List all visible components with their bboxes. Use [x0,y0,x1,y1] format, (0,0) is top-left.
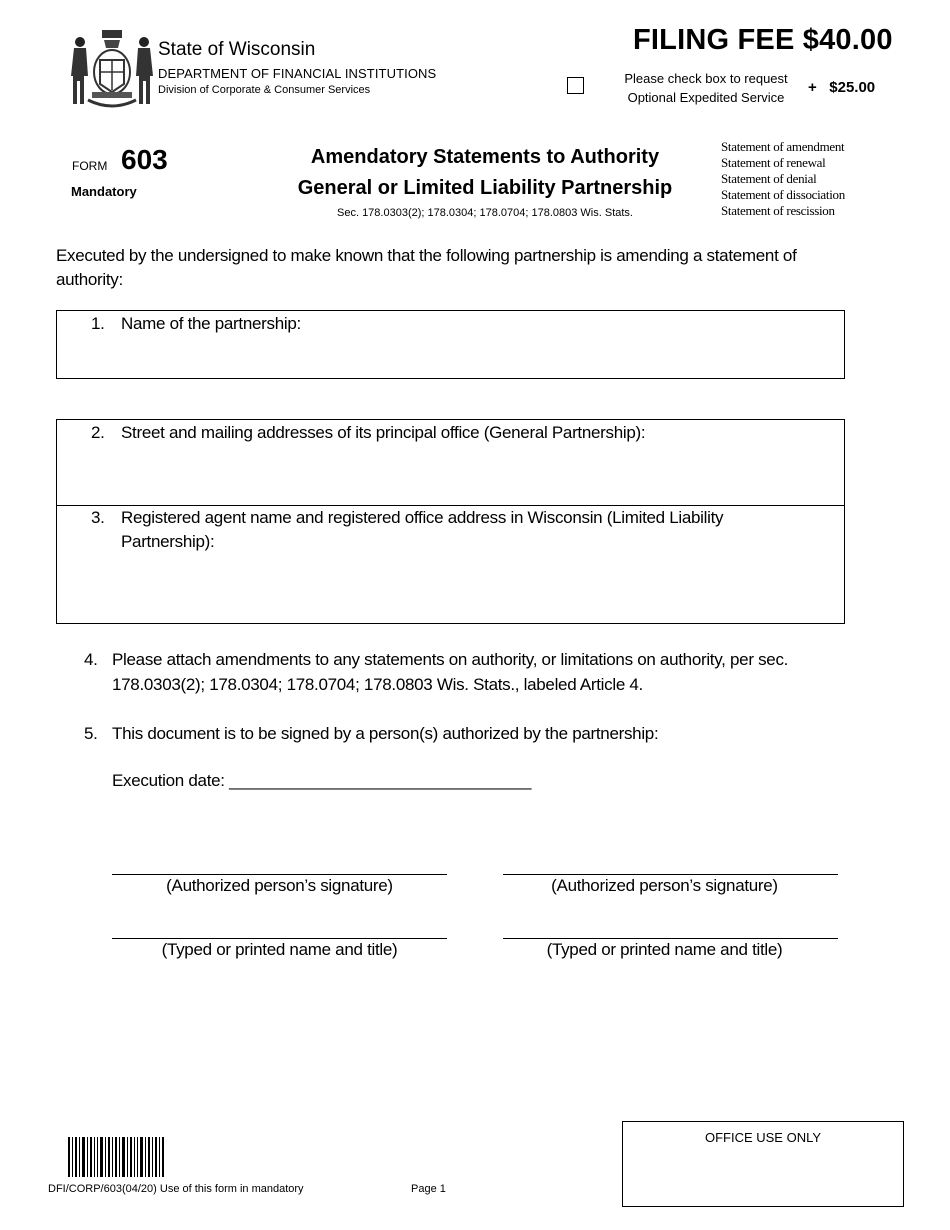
address-fields-box [56,419,845,624]
expedited-line-1: Please check box to request [624,71,788,86]
statement-type: Statement of rescission [721,203,835,218]
item-2-number: 2. [91,423,105,442]
office-use-label: OFFICE USE ONLY [704,1130,822,1145]
signature-label-left: (Authorized person’s signature) [166,876,393,895]
item-1-number: 1. [91,314,105,333]
page-number: Page 1 [411,1183,446,1195]
execution-date-field[interactable]: Execution date: _________________________________ [112,771,532,790]
item-3-label-line-2: Partnership): [121,532,215,551]
signature-line-right[interactable] [503,874,838,875]
title-line-1: Amendatory Statements to Authority [310,146,660,168]
name-line-right[interactable] [503,938,838,939]
form-mandatory: Mandatory [71,184,137,199]
agency-state: State of Wisconsin [158,39,316,60]
form-title [250,142,720,219]
item-5-number: 5. [84,724,98,743]
signature-label-right: (Authorized person’s signature) [551,876,778,895]
barcode-icon [68,1137,164,1177]
item-1-label: Name of the partnership: [121,314,301,333]
agency-division: Division of Corporate & Consumer Services [158,84,371,96]
footer-form-id: DFI/CORP/603(04/20) Use of this form in mandatory [48,1183,304,1195]
intro-text: Executed by the undersigned to make known that the following partnership is amending a statement of authority: [56,246,797,289]
item-5-text: This document is to be signed by a person(s) authorized by the partnership: [112,724,659,743]
expedited-fee: + $25.00 [808,79,876,96]
item-4-line-2: 178.0303(2); 178.0304; 178.0704; 178.0803 Wis. Stats., labeled Article 4. [112,675,643,694]
statement-type: Statement of renewal [721,155,826,170]
registered-agent-address-field[interactable] [57,556,844,622]
expedited-line-2: Optional Expedited Service [627,90,785,105]
statement-type: Statement of amendment [721,139,845,154]
filing-fee: FILING FEE $40.00 [633,24,893,56]
wisconsin-state-seal-icon [66,26,158,112]
name-line-left[interactable] [112,938,447,939]
name-label-right: (Typed or printed name and title) [546,940,783,959]
item-3-label-line-1: Registered agent name and registered office address in Wisconsin (Limited Liability [121,508,724,527]
statement-types-list [721,139,845,219]
signature-line-left[interactable] [112,874,447,875]
item-4-line-1: Please attach amendments to any statements on authority, or limitations on authority, per sec. [112,650,789,669]
partnership-name-field[interactable] [56,310,845,379]
form-label: FORM [72,159,108,173]
expedited-service-checkbox[interactable] [567,77,584,94]
item-4-number: 4. [84,650,98,669]
agency-department: DEPARTMENT OF FINANCIAL INSTITUTIONS [158,66,437,81]
name-label-left: (Typed or printed name and title) [161,940,398,959]
statute-reference: Sec. 178.0303(2); 178.0304; 178.0704; 178.0803 Wis. Stats. [337,207,633,219]
office-use-box [622,1121,904,1207]
item-3-number: 3. [91,508,105,527]
statement-type: Statement of dissociation [721,187,845,202]
expedited-service-label [596,69,816,107]
title-line-2: General or Limited Liability Partnership [297,177,673,199]
form-number: 603 [121,144,168,175]
item-2-label: Street and mailing addresses of its principal office (General Partnership): [121,423,646,442]
principal-office-address-field[interactable] [57,444,844,504]
statement-type: Statement of denial [721,171,817,186]
